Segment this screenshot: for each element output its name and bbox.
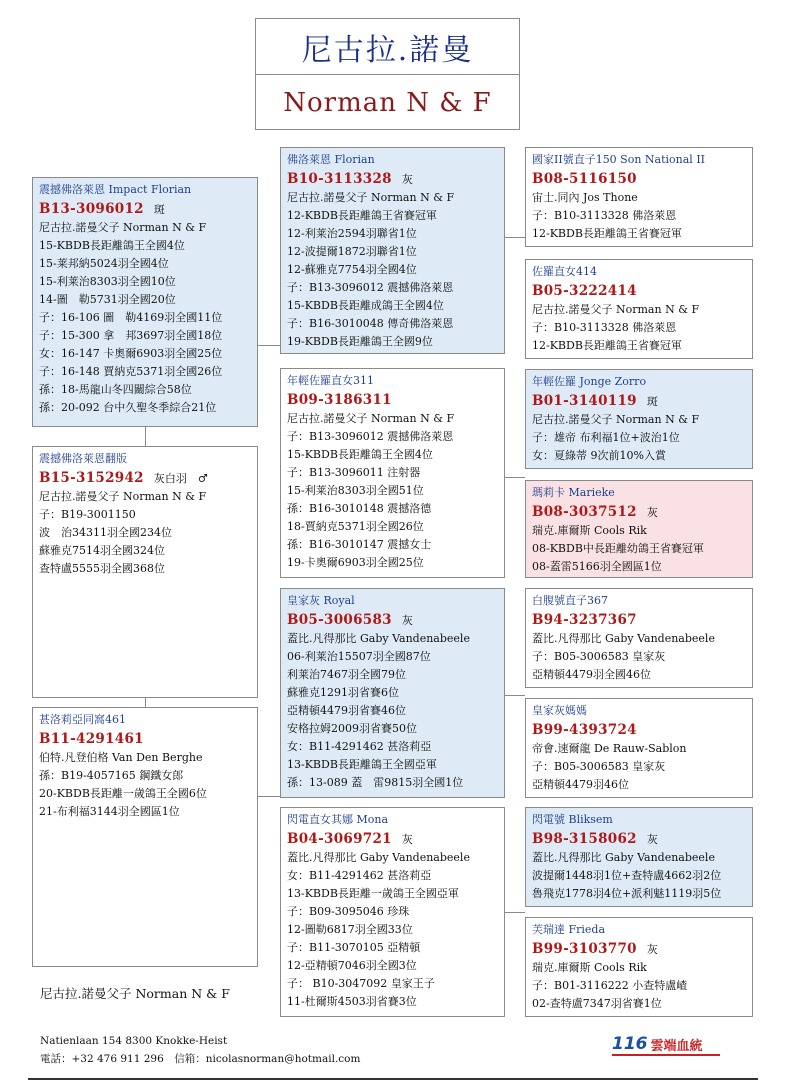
info-line: 18-賈納克5371羽全國26位: [287, 520, 424, 533]
info-line: 蓋比.凡得那比 Gaby Vandenabeele: [287, 851, 470, 864]
connector-line: [504, 237, 525, 238]
color-label: 灰: [401, 614, 413, 627]
ring-number: B08-3037512: [532, 504, 637, 520]
footer-contact: [40, 1032, 360, 1068]
ggp4-box: [525, 480, 753, 578]
info-line: 蓋比.凡得那比 Gaby Vandenabeele: [532, 632, 715, 645]
color-label: 灰: [646, 943, 658, 956]
info-line: 尼古拉.諾曼父子 Norman N & F: [39, 221, 207, 234]
ggp5-box: [525, 588, 753, 688]
ring-number: B99-4393724: [532, 722, 637, 738]
info-line: 亞精頓4479羽省賽46位: [287, 704, 406, 717]
info-line: 子：B09-3095046 珍珠: [287, 905, 410, 918]
connector-line: [257, 345, 280, 346]
info-line: 子：B01-3116222 小查特盧嵖: [532, 979, 688, 992]
info-line: 子：B10-3113328 佛洛萊恩: [532, 321, 677, 334]
pigeon-name: 閃電直女其娜 Mona: [287, 813, 389, 826]
connector-line: [504, 912, 525, 913]
info-line: 子：B11-3070105 亞精頓: [287, 941, 421, 954]
info-line: 21-布利福3144羽全國區1位: [39, 805, 180, 818]
title-english: Norman N & F: [283, 87, 492, 118]
info-line: 蓋比.凡得那比 Gaby Vandenabeele: [287, 632, 470, 645]
info-line: 孫：B19-4057165 鋼鐵女郎: [39, 769, 184, 782]
ring-number: B05-3222414: [532, 283, 637, 299]
info-line: 12-利莱治2594羽聯省1位: [287, 227, 417, 240]
info-line: 12-KBDB長距離鴿王省賽冠軍: [532, 339, 682, 352]
color-label: 灰: [646, 833, 658, 846]
ggp7-box: [525, 807, 753, 907]
connector-line: [504, 695, 525, 696]
ring-number: B04-3069721: [287, 831, 392, 847]
pigeon-name: 皇家灰媽媽: [532, 704, 587, 717]
ring-number: B15-3152942: [39, 470, 144, 486]
ring-number: B01-3140119: [532, 393, 637, 409]
pigeon-name: 震撼佛洛萊恩翻版: [39, 452, 127, 465]
title-chinese: 尼古拉.諾曼: [256, 19, 519, 75]
pigeon-name: 年輕佐羅 Jonge Zorro: [532, 375, 647, 388]
info-line: 子：B05-3006583 皇家灰: [532, 760, 666, 773]
ggp8-box: [525, 917, 753, 1017]
footer-address: Natienlaan 154 8300 Knokke-Heist: [40, 1035, 228, 1047]
info-line: 子：16-148 賈納克5371羽全國26位: [39, 365, 223, 378]
ring-number: B10-3113328: [287, 171, 392, 187]
info-line: 12-波提爾1872羽聯省1位: [287, 245, 417, 258]
color-label: 灰: [401, 173, 413, 186]
connector-line: [257, 796, 280, 797]
footer-loft-name: 尼古拉.諾曼父子 Norman N & F: [40, 986, 230, 1001]
pigeon-name: 國家II號直子150 Son National II: [532, 153, 706, 166]
info-line: 孫：13-089 蓋 雷9815羽全國1位: [287, 776, 464, 789]
info-line: 蘇雅克7514羽全國324位: [39, 544, 165, 557]
info-line: 亞精頓4479羽46位: [532, 778, 629, 791]
info-line: 查特盧5555羽全國368位: [39, 562, 165, 575]
info-line: 尼古拉.諾曼父子 Norman N & F: [287, 191, 455, 204]
ring-number: B94-3237367: [532, 612, 637, 628]
ring-number: B08-5116150: [532, 171, 637, 187]
info-line: 亞精頓4479羽全國46位: [532, 668, 651, 681]
info-line: 15-KBDB長距離成鴿王全國4位: [287, 299, 444, 312]
info-line: 15-莱邦納5024羽全國4位: [39, 257, 169, 270]
info-line: 12-蘇雅克7754羽全國4位: [287, 263, 417, 276]
info-line: 子：B13-3096011 注射器: [287, 466, 421, 479]
info-line: 女：16-147 卡奧爾6903羽全國25位: [39, 347, 223, 360]
connector-line: [145, 697, 146, 707]
info-line: 12-圖勒6817羽全國33位: [287, 923, 413, 936]
info-line: 11-杜爾斯4503羽省賽3位: [287, 995, 417, 1008]
info-line: 波提爾1448羽1位+查特盧4662羽2位: [532, 869, 722, 882]
info-line: 瑞克.庫爾斯 Cools Rik: [532, 524, 647, 537]
sire-maternal-box: [280, 588, 505, 798]
dam-box: [280, 368, 505, 578]
ggp3-box: [525, 369, 753, 469]
sire-box: [280, 147, 505, 354]
info-line: 尼古拉.諾曼父子 Norman N & F: [532, 303, 700, 316]
info-line: 宙士.同內 Jos Thone: [532, 191, 638, 204]
info-line: 伯特.凡登伯格 Van Den Berghe: [39, 751, 203, 764]
info-line: 尼古拉.諾曼父子 Norman N & F: [287, 412, 455, 425]
info-line: 19-卡奧爾6903羽全國25位: [287, 556, 424, 569]
info-line: 子：B13-3096012 震撼佛洛萊恩: [287, 281, 454, 294]
ring-number: B98-3158062: [532, 831, 637, 847]
info-line: 安格拉姆2009羽省賽50位: [287, 722, 417, 735]
info-line: 孫：18-馬龍山冬四關綜合58位: [39, 383, 192, 396]
info-line: 06-利莱治15507羽全國87位: [287, 650, 431, 663]
pigeon-name: 年輕佐羅直女311: [287, 374, 374, 387]
color-label: 斑: [646, 395, 658, 408]
ggp2-box: [525, 259, 753, 359]
info-line: 帝會.速爾龍 De Rauw-Sablon: [532, 742, 687, 755]
ring-number: B11-4291461: [39, 731, 144, 747]
pigeon-name: 芙瑞達 Frieda: [532, 923, 606, 936]
pigeon-name: 佐羅直女414: [532, 265, 597, 278]
info-line: 尼古拉.諾曼父子 Norman N & F: [39, 490, 207, 503]
info-line: 15-KBDB長距離鴿王全國4位: [39, 239, 185, 252]
info-line: 孫：20-092 台中久聖冬季綜合21位: [39, 401, 217, 414]
info-line: 女：夏綠蒂 9次前10%入賞: [532, 449, 666, 462]
info-line: 02-查特盧7347羽省賽1位: [532, 997, 662, 1010]
info-line: 蘇雅克1291羽省賽6位: [287, 686, 399, 699]
info-line: 子：B10-3113328 佛洛萊恩: [532, 209, 677, 222]
info-line: 12-亞精頓7046羽全國3位: [287, 959, 417, 972]
pigeon-name: 甚洛莉亞同窩461: [39, 713, 126, 726]
footer-phone-email: 電話：+32 476 911 296 信箱：nicolasnorman@hotmail.com: [40, 1053, 361, 1065]
info-line: 12-KBDB長距離鴿王省賽冠軍: [532, 227, 682, 240]
info-line: 子：B16-3010048 傳奇佛洛萊恩: [287, 317, 454, 330]
logo-text: 雲端血統: [650, 1039, 703, 1054]
info-line: 瑞克.庫爾斯 Cools Rik: [532, 961, 647, 974]
dam-maternal-box: [280, 807, 505, 1017]
info-line: 魯飛克1778羽4位+派利魅1119羽5位: [532, 887, 722, 900]
site-logo: [612, 1034, 703, 1054]
pigeon-name: 閃電號 Bliksem: [532, 813, 613, 826]
info-line: 子： B10-3047092 皇家王子: [287, 977, 435, 990]
ggp1-box: [525, 147, 753, 247]
connector-line: [504, 477, 525, 478]
info-line: 19-KBDB長距離鴿王全國9位: [287, 335, 433, 348]
info-line: 波 治34311羽全國234位: [39, 526, 172, 539]
pigeon-name: 皇家灰 Royal: [287, 594, 355, 607]
title-box: [255, 18, 520, 130]
color-label: 斑: [153, 203, 165, 216]
info-line: 孫：B16-3010148 震撼洛德: [287, 502, 432, 515]
info-line: 子：B05-3006583 皇家灰: [532, 650, 666, 663]
info-line: 尼古拉.諾曼父子 Norman N & F: [532, 413, 700, 426]
info-line: 15-KBDB長距離鴿王全國4位: [287, 448, 433, 461]
info-line: 子：16-106 圖 勒4169羽全國11位: [39, 311, 223, 324]
info-line: 20-KBDB長距離一歲鴿王全國6位: [39, 787, 207, 800]
info-line: 08-KBDB中長距離幼鴿王省賽冠軍: [532, 542, 704, 555]
logo-number: 116: [612, 1034, 648, 1054]
info-line: 13-KBDB長距離鴿王全國亞軍: [287, 758, 437, 771]
subject-box: [32, 177, 258, 427]
info-line: 子：B19-3001150: [39, 508, 136, 521]
info-line: 蓋比.凡得那比 Gaby Vandenabeele: [532, 851, 715, 864]
info-line: 利莱治7467羽全國79位: [287, 668, 406, 681]
bottom-divider: [28, 1078, 758, 1080]
info-line: 08-蓋雷5166羽全國區1位: [532, 560, 662, 573]
ring-number: B99-3103770: [532, 941, 637, 957]
color-label: 灰: [646, 506, 658, 519]
pigeon-name: 佛洛萊恩 Florian: [287, 153, 375, 166]
info-line: 15-利莱治8303羽全國10位: [39, 275, 176, 288]
info-line: 孫：B16-3010147 震撼女士: [287, 538, 432, 551]
color-label: 灰: [401, 833, 413, 846]
ggp6-box: [525, 698, 753, 798]
pigeon-name: 瑪莉卡 Marieke: [532, 486, 615, 499]
dam-main-box: [32, 707, 258, 967]
info-line: 13-KBDB長距離一歲鴿王全國亞軍: [287, 887, 459, 900]
info-line: 女：B11-4291462 甚洛莉亞: [287, 869, 432, 882]
info-line: 14-圖 勒5731羽全國20位: [39, 293, 176, 306]
sibling-box: [32, 446, 258, 698]
info-line: 子：B13-3096012 震撼佛洛萊恩: [287, 430, 454, 443]
pigeon-name: 震撼佛洛萊恩 Impact Florian: [39, 183, 192, 196]
ring-number: B09-3186311: [287, 392, 392, 408]
info-line: 子：雄帝 布利福1位+波治1位: [532, 431, 680, 444]
pigeon-name: 白腹號直子367: [532, 594, 608, 607]
ring-number: B13-3096012: [39, 201, 144, 217]
info-line: 女：B11-4291462 甚洛莉亞: [287, 740, 432, 753]
info-line: 子：15-300 拿 邦3697羽全國18位: [39, 329, 223, 342]
ring-number: B05-3006583: [287, 612, 392, 628]
info-line: 15-利莱治8303羽全國51位: [287, 484, 424, 497]
info-line: 12-KBDB長距離鴿王省賽冠軍: [287, 209, 437, 222]
logo-underline: [612, 1054, 720, 1056]
color-label: 灰白羽 ♂: [153, 472, 208, 485]
connector-line: [145, 426, 146, 446]
